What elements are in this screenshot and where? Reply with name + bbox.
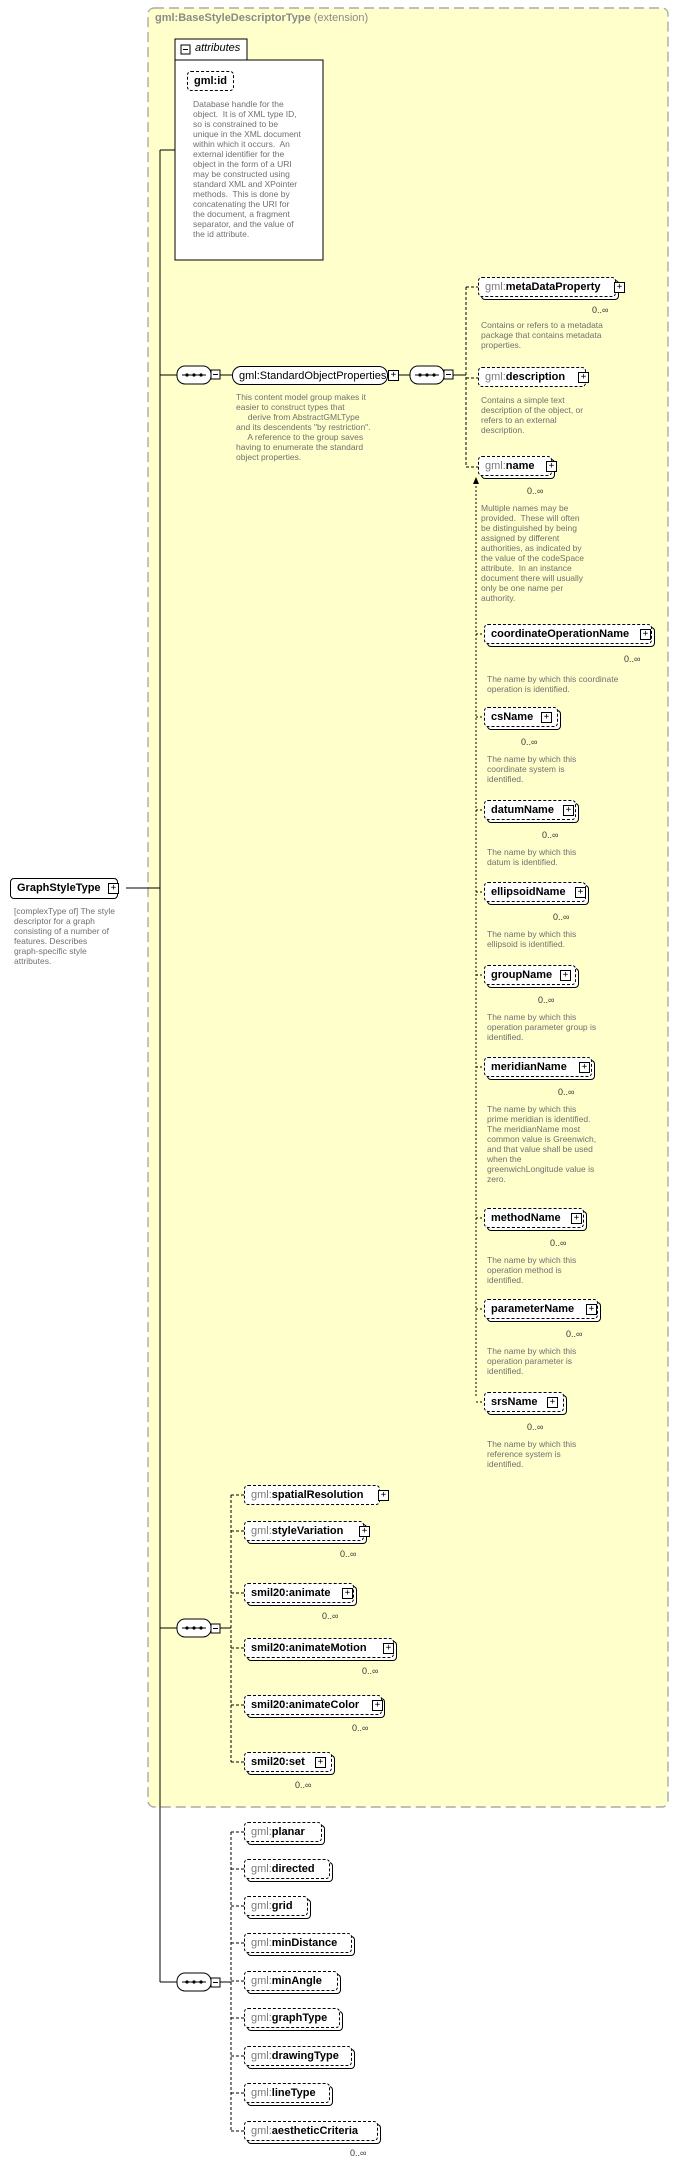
group-name-doc: The name by which this operation parameter group is identified. bbox=[487, 1012, 597, 1042]
element-parameter-name[interactable]: parameterName bbox=[484, 1299, 598, 1319]
attributes-title: attributes bbox=[195, 42, 241, 54]
smil20-animate-cardinality: 0..∞ bbox=[322, 1611, 339, 1621]
method-name-doc: The name by which this operation method is identified. bbox=[487, 1255, 577, 1285]
attribute-gml-id[interactable]: gml:id bbox=[187, 71, 234, 91]
element-smil20-animate[interactable]: smil20:animate bbox=[244, 1583, 354, 1603]
expand-icon[interactable]: + bbox=[372, 1700, 383, 1711]
expand-icon[interactable]: + bbox=[586, 1304, 597, 1315]
style-variation-cardinality: 0..∞ bbox=[340, 1549, 357, 1559]
smil20-set-cardinality: 0..∞ bbox=[295, 1780, 312, 1790]
srs-name-cardinality: 0..∞ bbox=[527, 1422, 544, 1432]
element-smil20-animate-color[interactable]: smil20:animateColor bbox=[244, 1695, 382, 1715]
expand-icon[interactable]: + bbox=[563, 805, 574, 816]
cs-name-doc: The name by which this coordinate system is identified. bbox=[487, 754, 577, 784]
element-meridian-name[interactable]: meridianName bbox=[484, 1057, 592, 1077]
element-datum-name[interactable]: datumName bbox=[484, 800, 576, 820]
datum-name-doc: The name by which this datum is identified. bbox=[487, 847, 577, 867]
expand-icon[interactable]: + bbox=[541, 712, 552, 723]
coordinate-operation-name-cardinality: 0..∞ bbox=[624, 654, 641, 664]
expand-icon[interactable]: + bbox=[575, 887, 586, 898]
extension-label: gml:BaseStyleDescriptorType (extension) bbox=[155, 12, 369, 24]
root-element-doc: [complexType of] The style descriptor for a graph consisting of a number of features. Describes graph-specific style attributes. bbox=[14, 906, 115, 966]
expand-icon[interactable]: + bbox=[378, 1490, 389, 1501]
srs-name-doc: The name by which this reference system is identified. bbox=[487, 1439, 577, 1469]
element-name[interactable]: gml:name bbox=[478, 456, 552, 476]
ellipsoid-name-doc: The name by which this ellipsoid is identified. bbox=[487, 929, 577, 949]
element-graph-type[interactable]: gml:graphType bbox=[244, 2008, 340, 2028]
group-standard-object-properties[interactable]: gml:StandardObjectProperties bbox=[232, 366, 388, 385]
expand-icon[interactable]: + bbox=[546, 461, 557, 472]
smil20-animate-motion-cardinality: 0..∞ bbox=[362, 1666, 379, 1676]
root-element-graph-style-type[interactable]: GraphStyleType bbox=[10, 878, 118, 899]
smil20-animate-color-cardinality: 0..∞ bbox=[352, 1723, 369, 1733]
element-cs-name[interactable]: csName bbox=[484, 707, 558, 727]
expand-icon[interactable]: + bbox=[108, 883, 119, 894]
name-cardinality: 0..∞ bbox=[527, 486, 544, 496]
element-directed[interactable]: gml:directed bbox=[244, 1859, 330, 1879]
expand-icon[interactable]: + bbox=[547, 1397, 558, 1408]
group-doc: This content model group makes it easier to construct types that derive from AbstractGMLType and its descendents "by restriction". A reference to the group saves having to enumerate the standard object properties. bbox=[236, 392, 371, 462]
element-aesthetic-criteria[interactable]: gml:aestheticCriteria bbox=[244, 2121, 378, 2141]
element-planar[interactable]: gml:planar bbox=[244, 1822, 322, 1842]
group-name-cardinality: 0..∞ bbox=[538, 995, 555, 1005]
element-smil20-set[interactable]: smil20:set bbox=[244, 1752, 332, 1772]
expand-icon[interactable]: + bbox=[560, 970, 571, 981]
parameter-name-cardinality: 0..∞ bbox=[566, 1329, 583, 1339]
coordinate-operation-name-doc: The name by which this coordinate operation is identified. bbox=[487, 674, 619, 694]
expand-icon[interactable]: + bbox=[614, 282, 625, 293]
meridian-name-doc: The name by which this prime meridian is identified. The meridianName most common value is Greenwich, and that value shall be used when the greenwichLongitude value is zero. bbox=[487, 1104, 597, 1184]
element-spatial-resolution[interactable]: gml:spatialResolution bbox=[244, 1485, 380, 1505]
element-min-angle[interactable]: gml:minAngle bbox=[244, 1971, 338, 1991]
expand-icon[interactable]: + bbox=[342, 1588, 353, 1599]
element-grid[interactable]: gml:grid bbox=[244, 1896, 308, 1916]
element-description[interactable]: gml:description bbox=[478, 367, 586, 387]
element-ellipsoid-name[interactable]: ellipsoidName bbox=[484, 882, 586, 902]
metadata-property-doc: Contains or refers to a metadata package that contains metadata properties. bbox=[481, 320, 603, 350]
meridian-name-cardinality: 0..∞ bbox=[558, 1087, 575, 1097]
cs-name-cardinality: 0..∞ bbox=[521, 737, 538, 747]
parameter-name-doc: The name by which this operation parameter is identified. bbox=[487, 1346, 577, 1376]
element-min-distance[interactable]: gml:minDistance bbox=[244, 1933, 352, 1953]
expand-icon[interactable]: + bbox=[571, 1213, 582, 1224]
metadata-property-cardinality: 0..∞ bbox=[592, 305, 609, 315]
element-srs-name[interactable]: srsName bbox=[484, 1392, 564, 1412]
attribute-gml-id-doc: Database handle for the object. It is of XML type ID, so is constrained to be unique in the XML document within which it occurs. An external identifier for the object in the form of a URI may be constructed using standard XML and XPointer methods. This is done by concatenating the URI for the document, a fragment separator, and the value of the id attribute. bbox=[193, 99, 301, 239]
element-coordinate-operation-name[interactable]: coordinateOperationName bbox=[484, 624, 652, 644]
element-group-name[interactable]: groupName bbox=[484, 965, 576, 985]
expand-icon[interactable]: + bbox=[578, 372, 589, 383]
element-drawing-type[interactable]: gml:drawingType bbox=[244, 2046, 352, 2066]
name-doc: Multiple names may be provided. These will often be distinguished by being assigned by different authorities, as indicated by the value of the codeSpace attribute. In an instance document there will usually only be one name per authority. bbox=[481, 503, 585, 603]
expand-icon[interactable]: + bbox=[359, 1526, 370, 1537]
aesthetic-criteria-cardinality: 0..∞ bbox=[350, 2148, 367, 2158]
method-name-cardinality: 0..∞ bbox=[550, 1238, 567, 1248]
datum-name-cardinality: 0..∞ bbox=[542, 830, 559, 840]
expand-icon[interactable]: + bbox=[383, 1643, 394, 1654]
element-method-name[interactable]: methodName bbox=[484, 1208, 584, 1228]
expand-icon[interactable]: + bbox=[640, 629, 651, 640]
element-line-type[interactable]: gml:lineType bbox=[244, 2083, 330, 2103]
element-style-variation[interactable]: gml:styleVariation bbox=[244, 1521, 364, 1541]
expand-icon[interactable]: + bbox=[388, 370, 399, 381]
description-doc: Contains a simple text description of the object, or refers to an external description. bbox=[481, 395, 584, 435]
ellipsoid-name-cardinality: 0..∞ bbox=[553, 912, 570, 922]
element-metadata-property[interactable]: gml:metaDataProperty bbox=[478, 277, 616, 297]
element-smil20-animate-motion[interactable]: smil20:animateMotion bbox=[244, 1638, 394, 1658]
expand-icon[interactable]: + bbox=[315, 1757, 326, 1768]
expand-icon[interactable]: + bbox=[579, 1062, 590, 1073]
